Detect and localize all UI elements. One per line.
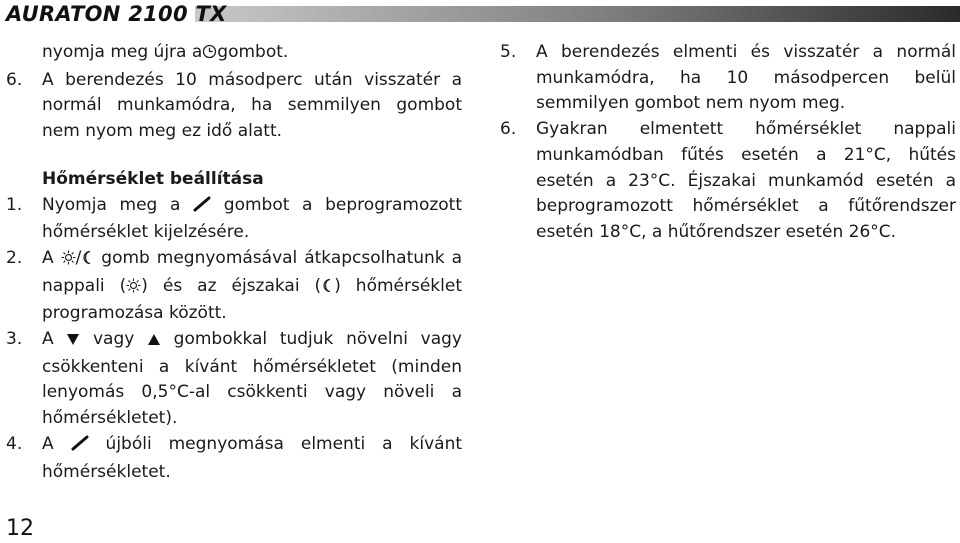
triangle-up-icon bbox=[147, 329, 161, 355]
list-item-5: 5. A berendezés elmenti és visszatér a normál munkamódra, ha 10 másodpercen belül semmilyen gombot nem nyom meg. bbox=[500, 42, 956, 114]
header-gradient-bar bbox=[195, 6, 960, 22]
list-item-2: 2. A / gomb megnyomásával átkapcsolhatunk a nappali ( ) és az éjszakai ( ) hőmérséklet programozása között. bbox=[6, 247, 462, 324]
list-item-6-right: 6. Gyakran elmentett hőmérséklet nappali munkamódban fűtés esetén a 21°C, hűtés esetén a 23°C. Éjszakai munkamód esetén a beprogramozott hőmérséklet a fűtőrendszer esetén 18°C, a hűtőrendszer esetén 26°C. bbox=[500, 119, 956, 242]
check-icon bbox=[193, 195, 211, 221]
clock-icon bbox=[202, 42, 217, 68]
brand-title: AURATON 2100 TX bbox=[6, 2, 227, 26]
continued-line: nyomja meg újra a gombot. bbox=[6, 40, 462, 68]
page-number: 12 bbox=[6, 516, 34, 541]
list-item-6: 6. A berendezés 10 másodperc után visszatér a normál munkamódra, ha semmilyen gombot nem nyom meg ez idő alatt. bbox=[6, 69, 462, 142]
list-item-3: 3. A vagy gombokkal tudjuk növelni vagy csökkenteni a kívánt hőmérsékletet (minden lenyomás 0,5°C-al csökkenti vagy növeli a hőmérsékletet). bbox=[6, 329, 462, 429]
section-heading: Hőmérséklet beállítása bbox=[42, 168, 264, 189]
right-column bbox=[500, 40, 956, 246]
left-column bbox=[6, 40, 462, 485]
page-header bbox=[0, 0, 960, 29]
sun-icon bbox=[126, 276, 141, 302]
moon-icon bbox=[321, 276, 334, 302]
check-icon bbox=[71, 434, 89, 460]
triangle-down-icon bbox=[66, 329, 80, 355]
list-item-4: 4. A újbóli megnyomása elmenti a kívánt hőmérsékletet. bbox=[6, 433, 463, 482]
sun-icon bbox=[61, 248, 76, 274]
moon-icon bbox=[81, 248, 94, 274]
list-item-1: 1. Nyomja meg a gombot a beprogramozott hőmérséklet kijelzésére. bbox=[6, 194, 463, 243]
